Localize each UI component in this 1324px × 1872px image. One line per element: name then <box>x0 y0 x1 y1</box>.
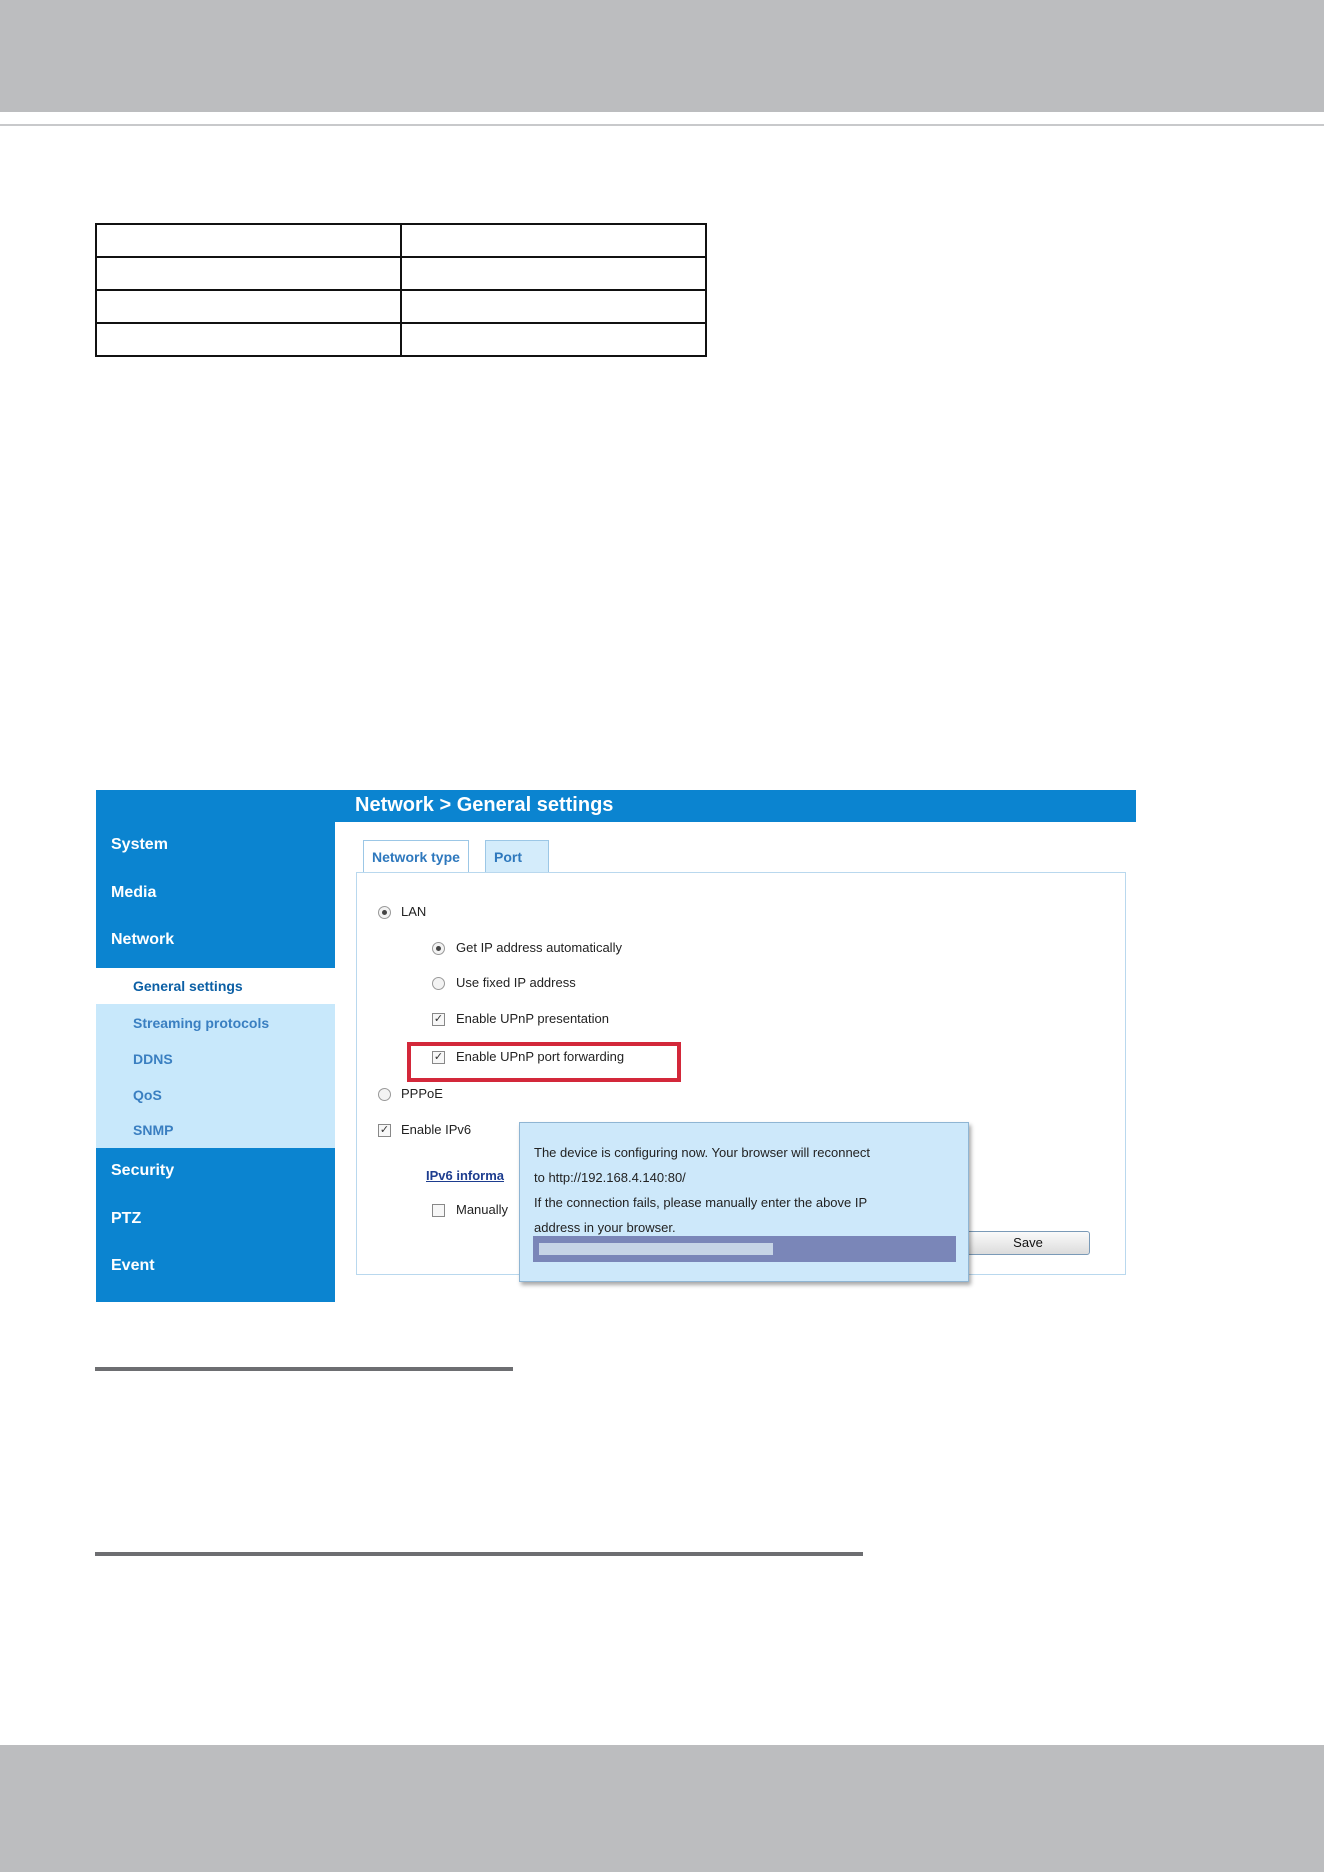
enable-ipv6-checkbox[interactable]: ✓ <box>379 1124 390 1136</box>
use-fixed-ip-label: Use fixed IP address <box>456 975 576 990</box>
sidebar-item-system[interactable]: System <box>111 836 168 853</box>
enable-ipv6-label: Enable IPv6 <box>401 1122 472 1137</box>
section-divider <box>95 1367 513 1371</box>
header-divider <box>0 124 1324 126</box>
table-cell <box>96 257 401 290</box>
sidebar-item-event[interactable]: Event <box>111 1257 155 1274</box>
sidebar-item-security[interactable]: Security <box>111 1162 175 1179</box>
get-ip-auto-radio[interactable] <box>432 942 445 955</box>
manually-checkbox[interactable] <box>432 1204 445 1217</box>
table-cell <box>96 224 401 257</box>
tab-port[interactable]: Port <box>485 840 549 872</box>
sidebar-item-media[interactable]: Media <box>111 884 157 901</box>
page-header-band <box>0 0 1324 112</box>
table-row <box>96 257 706 290</box>
ipv6-information-link[interactable]: IPv6 informa <box>426 1168 505 1183</box>
breadcrumb: Network > General settings <box>355 794 614 816</box>
get-ip-auto-label: Get IP address automatically <box>456 940 622 955</box>
reconnect-dialog <box>519 1122 969 1282</box>
table-cell <box>401 323 706 356</box>
upnp-presentation-label: Enable UPnP presentation <box>456 1011 609 1026</box>
table-cell <box>96 323 401 356</box>
upnp-forwarding-label: Enable UPnP port forwarding <box>456 1049 625 1064</box>
table-cell <box>401 290 706 323</box>
page-title-bar <box>335 790 1136 822</box>
spec-table <box>95 223 707 357</box>
sidebar-item-snmp[interactable]: SNMP <box>133 1122 174 1138</box>
section-divider <box>95 1552 863 1556</box>
dialog-line: to http://192.168.4.140:80/ <box>534 1170 686 1185</box>
sidebar-item-qos[interactable]: QoS <box>133 1087 162 1103</box>
sidebar-item-ptz[interactable]: PTZ <box>111 1210 142 1227</box>
sidebar-item-ddns[interactable]: DDNS <box>133 1051 173 1067</box>
use-fixed-ip-radio[interactable] <box>432 977 445 990</box>
dialog-line: The device is configuring now. Your browser will reconnect <box>534 1145 871 1160</box>
page-footer-band <box>0 1745 1324 1872</box>
save-button[interactable]: Save <box>966 1231 1090 1255</box>
upnp-presentation-checkbox[interactable]: ✓ <box>433 1013 444 1025</box>
table-cell <box>96 290 401 323</box>
sidebar-item-network[interactable]: Network <box>111 931 175 948</box>
table-cell <box>401 224 706 257</box>
table-row <box>96 323 706 356</box>
network-submenu <box>96 968 335 1148</box>
table-cell <box>401 257 706 290</box>
pppoe-radio[interactable] <box>378 1088 391 1101</box>
dialog-line: address in your browser. <box>534 1220 676 1235</box>
upnp-forwarding-checkbox[interactable]: ✓ <box>433 1051 444 1063</box>
network-settings-screenshot <box>96 790 1136 1302</box>
table-row <box>96 224 706 257</box>
progress-bar <box>533 1236 956 1262</box>
manually-label: Manually <box>456 1202 509 1217</box>
pppoe-label: PPPoE <box>401 1086 443 1101</box>
sidebar <box>96 790 335 1302</box>
table-row <box>96 290 706 323</box>
dialog-line: If the connection fails, please manually enter the above IP <box>534 1195 868 1210</box>
sidebar-item-general-settings[interactable]: General settings <box>133 978 243 994</box>
lan-radio[interactable] <box>378 906 391 919</box>
tab-network-type[interactable]: Network type <box>363 840 469 872</box>
lan-label: LAN <box>401 904 427 919</box>
sidebar-item-streaming-protocols[interactable]: Streaming protocols <box>133 1015 270 1031</box>
progress-fill <box>539 1243 773 1255</box>
